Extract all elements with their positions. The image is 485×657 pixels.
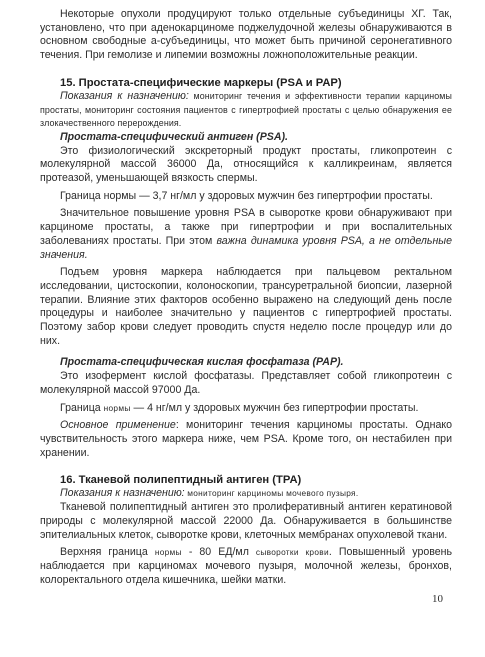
pap-paragraph-1: Это изофермент кислой фосфатазы. Представляет собой гликопротеин с молекулярной массой 97000 Да.	[40, 370, 452, 396]
psa-paragraph-1: Это физиологический экскреторный продукт простаты, гликопротеин с молекулярной массой 36000 Да, относящийся к калликреинам, является протеазой, уменьшающей вязкость спермы.	[40, 144, 452, 185]
psa-paragraph-4: Подъем уровня маркера наблюдается при пальцевом ректальном исследовании, цистоскопии, колоноскопии, трансуретральной биопсии, лазерной терапии. Влияние этих факторов особенно выражено на следующий день после процедуры и наиболее значительно у пациентов с гипертрофией простаты. Поэтому забор крови следует проводить спустя неделю после процедур или до них.	[40, 266, 452, 347]
psa-paragraph-3	[40, 207, 452, 262]
pap-p2-norm: нормы	[103, 402, 131, 413]
tpa-paragraph-2	[40, 546, 452, 587]
intro-paragraph: Некоторые опухоли продуцируют только отдельные субъединицы ХГ. Так, установлено, что при аденокарциноме поджелудочной железы обнаруживаются в основном свободные а-субъединицы, что может быть причиной серонегативного течения. При гемолизе и липемии возможны ложноположительные реакции.	[40, 8, 452, 62]
section-16-indications	[40, 487, 452, 501]
tpa-p2-serum: сыворотки крови	[255, 547, 329, 558]
tpa-p2-e: . Повышенный уровень наблюдается при карциномах мочевого пузыря, молочной железы, бронхов, колоректального отдела кишечника, шейки матки.	[40, 546, 452, 586]
tpa-p2-norm: нормы	[154, 547, 182, 558]
psa-title-text: Простата-специфический антиген (PSA).	[60, 130, 288, 143]
indications-label: Показания к назначению:	[60, 89, 189, 102]
psa-paragraph-2: Граница нормы — 3,7 нг/мл у здоровых мужчин без гипертрофии простаты.	[60, 189, 433, 202]
psa-p3-emphasis: важна динамика уровня PSA, а не отдельные значения.	[40, 234, 452, 261]
pap-paragraph-3	[40, 419, 452, 460]
pap-title	[40, 356, 452, 370]
s16-indications-text: мониторинг карциномы мочевого пузыря.	[184, 488, 359, 499]
tpa-p2-a: Верхняя граница	[60, 546, 155, 559]
section-15-indications	[40, 90, 452, 131]
pap-p3-label: Основное применение	[60, 419, 176, 432]
tpa-paragraph-1: Тканевой полипептидный антиген это пролиферативный антиген кератиновой природы с молекулярной массой 22000 Да. Обнаруживается в большинстве эпителиальных клеток, сыворотке крови, клеточных мембранах опухолевой ткани.	[40, 501, 452, 541]
pap-p3-text: : мониторинг течения карциномы простаты. Однако чувствительность этого маркера ниже, чем PSA. Кроме того, он нестабилен при хранении.	[40, 419, 452, 459]
pap-p2-c: — 4 нг/мл у здоровых мужчин без гипертрофии простаты.	[130, 401, 419, 414]
tpa-p2-c: - 80 ЕД/мл	[181, 546, 256, 559]
pap-paragraph-2	[40, 402, 452, 416]
document-page	[40, 8, 452, 587]
page-number: 10	[432, 593, 443, 605]
indications-text: мониторинг течения и эффективности терапии карциномы простаты, мониторинг состояния пациентов с гипертрофией простаты с целью обнаружения ее злокачественного перерождения.	[40, 90, 452, 129]
pap-p2-a: Граница	[60, 401, 104, 414]
psa-p3-text: Значительное повышение уровня PSA в сыворотке крови обнаруживают при карциноме простаты, а также при гипертрофии и при воспалительных заболеваниях простаты. При этом	[40, 207, 452, 247]
s16-indications-label: Показания к назначению:	[60, 487, 185, 500]
psa-title	[40, 131, 452, 145]
section-15-heading: 15. Простата-специфические маркеры (PSA и PAP)	[60, 76, 342, 89]
pap-title-text: Простата-специфическая кислая фосфатаза (PAP).	[60, 356, 344, 369]
section-16-heading: 16. Тканевой полипептидный антиген (TPA)	[60, 474, 302, 487]
